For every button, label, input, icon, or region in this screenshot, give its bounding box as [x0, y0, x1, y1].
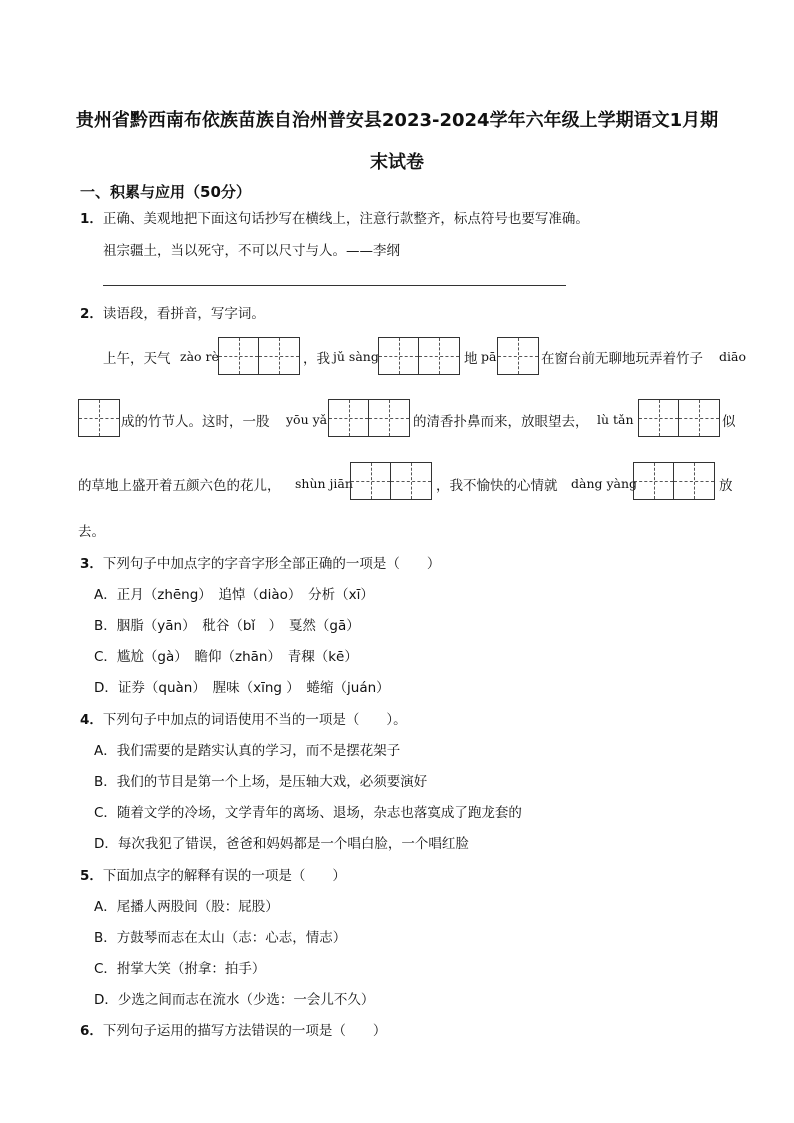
- option-c[interactable]: C．尴尬（gà） 瞻仰（zhān） 青稞（kē）: [94, 649, 358, 665]
- passage-text: 地: [464, 351, 478, 367]
- writing-grid[interactable]: [328, 399, 410, 437]
- passage-text: 似: [722, 414, 736, 430]
- question-text: 下列句子中加点字的字音字形全部正确的一项是（ ）: [102, 556, 441, 572]
- answer-line[interactable]: [103, 285, 566, 286]
- pinyin: diāo: [719, 349, 746, 364]
- writing-grid[interactable]: [633, 462, 715, 500]
- option-a[interactable]: A．正月（zhēng） 追悼（diào） 分析（xī）: [94, 587, 374, 603]
- question-1: [80, 207, 589, 227]
- question-text: 正确、美观地把下面这句话抄写在横线上，注意行款整齐，标点符号也要写准确。: [102, 211, 589, 227]
- writing-grid[interactable]: [638, 399, 720, 437]
- pinyin: jǔ sàng: [333, 349, 379, 364]
- question-number: 5．: [80, 868, 103, 884]
- passage-text: 的草地上盛开着五颜六色的花儿，: [78, 478, 281, 494]
- passage-text: 去。: [78, 524, 105, 540]
- question-6: [80, 1019, 386, 1039]
- writing-grid[interactable]: [378, 337, 460, 375]
- option-b[interactable]: B．我们的节目是第一个上场，是压轴大戏，必须要演好: [94, 774, 428, 790]
- option-d[interactable]: D．每次我犯了错误，爸爸和妈妈都是一个唱白脸，一个唱红脸: [94, 836, 469, 852]
- question-text: 下列句子中加点的词语使用不当的一项是（ ）。: [102, 712, 407, 728]
- option-d[interactable]: D．少选之间而志在流水（少选：一会儿不久）: [94, 992, 375, 1008]
- exam-title-line1: 贵州省黔西南布依族苗族自治州普安县2023-2024学年六年级上学期语文1月期: [75, 110, 719, 131]
- passage-text: ，我: [303, 351, 330, 367]
- question-3: [80, 552, 440, 572]
- pinyin: dàng yàng: [571, 476, 638, 491]
- question-5: [80, 864, 346, 884]
- pinyin: shùn jiān: [295, 476, 353, 491]
- question-number: 4．: [80, 712, 103, 728]
- option-b[interactable]: B．胭脂（yān） 秕谷（bǐ ） 戛然（gā）: [94, 618, 360, 634]
- option-b[interactable]: B．方鼓琴而志在太山（志：心志，情志）: [94, 930, 347, 946]
- section-heading: 一、积累与应用（50分）: [80, 183, 251, 201]
- passage-text: 在窗台前无聊地玩弄着竹子: [541, 351, 703, 367]
- passage-text: 成的竹节人。这时，一股: [121, 414, 270, 430]
- question-number: 1．: [80, 211, 103, 227]
- question-number: 2．: [80, 306, 103, 322]
- pinyin: pā: [481, 349, 497, 364]
- passage-text: 放: [719, 478, 733, 494]
- writing-grid[interactable]: [78, 399, 120, 437]
- exam-title-line2: 末试卷: [370, 152, 424, 173]
- writing-grid[interactable]: [218, 337, 300, 375]
- writing-grid[interactable]: [497, 337, 539, 375]
- pinyin: yōu yǎ: [286, 412, 328, 427]
- option-a[interactable]: A．我们需要的是踏实认真的学习，而不是摆花架子: [94, 743, 401, 759]
- option-a[interactable]: A．尾播人两股间（股：屁股）: [94, 899, 279, 915]
- passage-text: ，我不愉快的心情就: [436, 478, 558, 494]
- option-d[interactable]: D．证券（quàn） 腥味（xīng ） 蜷缩（juán）: [94, 680, 390, 696]
- question-text: 下面加点字的解释有误的一项是（ ）: [102, 868, 346, 884]
- option-c[interactable]: C．拊掌大笑（拊拿：拍手）: [94, 961, 266, 977]
- pinyin: zào rè: [180, 349, 219, 364]
- question-1-quote: 祖宗疆土，当以死守，不可以尺寸与人。——李纲: [103, 243, 400, 259]
- writing-grid[interactable]: [350, 462, 432, 500]
- question-text: 读语段，看拼音，写字词。: [102, 306, 265, 322]
- question-2: [80, 302, 265, 322]
- passage-text: 的清香扑鼻而来，放眼望去，: [413, 414, 589, 430]
- question-4: [80, 708, 407, 728]
- question-number: 6．: [80, 1023, 103, 1039]
- option-c[interactable]: C．随着文学的冷场，文学青年的离场、退场，杂志也落寞成了跑龙套的: [94, 805, 522, 821]
- passage-text: 上午，天气: [103, 351, 171, 367]
- question-number: 3．: [80, 556, 103, 572]
- pinyin: lù tǎn: [597, 412, 634, 427]
- question-text: 下列句子运用的描写方法错误的一项是（ ）: [102, 1023, 387, 1039]
